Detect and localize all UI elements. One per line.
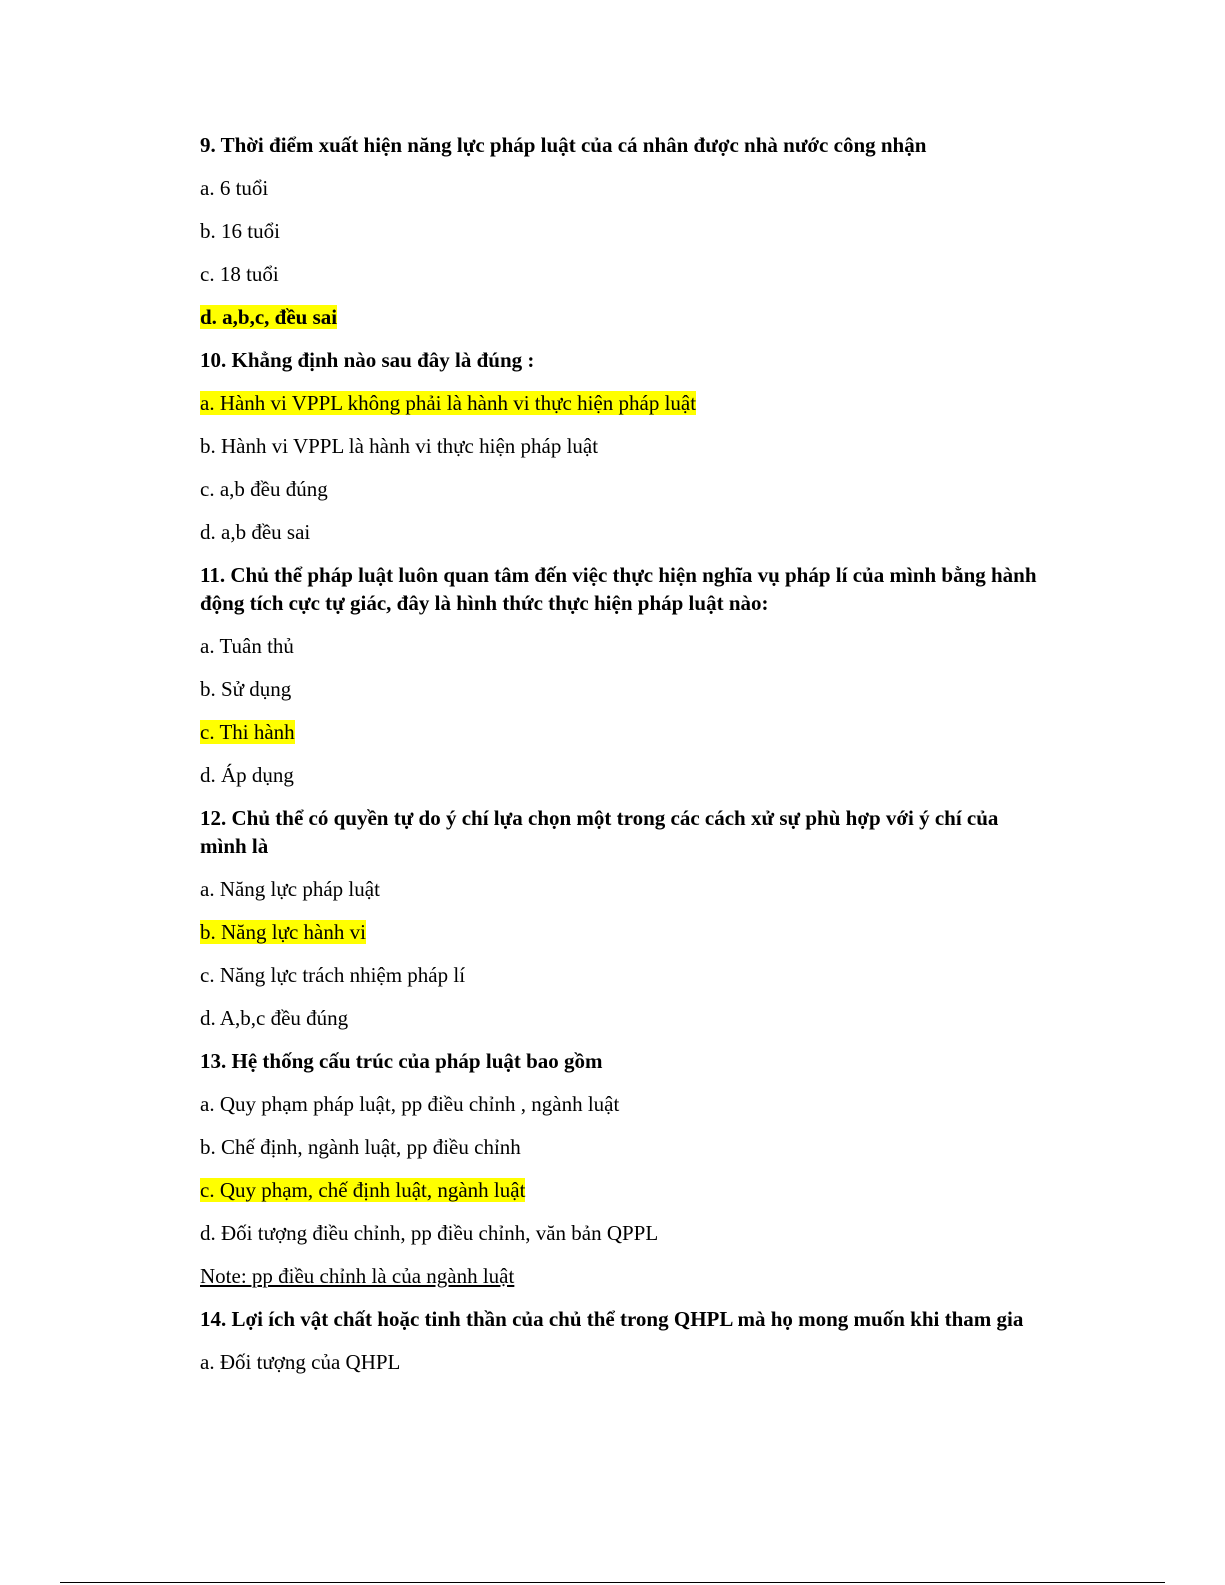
answer-option bbox=[200, 174, 1050, 202]
answer-option bbox=[200, 632, 1050, 660]
page-bottom-divider bbox=[60, 1582, 1165, 1583]
answer-option bbox=[200, 389, 1050, 417]
highlighted-text: a. Hành vi VPPL không phải là hành vi thực hiện pháp luật bbox=[200, 391, 697, 415]
paragraph-text: d. A,b,c đều đúng bbox=[200, 1006, 349, 1030]
answer-option bbox=[200, 217, 1050, 245]
paragraph-text: a. 6 tuổi bbox=[200, 176, 269, 200]
paragraph-text: c. 18 tuổi bbox=[200, 262, 279, 286]
paragraph-text: c. a,b đều đúng bbox=[200, 477, 328, 501]
answer-option bbox=[200, 718, 1050, 746]
document-body bbox=[200, 131, 1050, 1391]
question-heading bbox=[200, 346, 1050, 374]
answer-option bbox=[200, 432, 1050, 460]
paragraph-text: c. Năng lực trách nhiệm pháp lí bbox=[200, 963, 466, 987]
answer-option bbox=[200, 1090, 1050, 1118]
paragraph-text: 14. Lợi ích vật chất hoặc tinh thần của chủ thể trong QHPL mà họ mong muốn khi tham gia bbox=[200, 1307, 1024, 1331]
highlighted-text: d. a,b,c, đều sai bbox=[200, 305, 338, 329]
paragraph-text: d. Đối tượng điều chỉnh, pp điều chỉnh, văn bản QPPL bbox=[200, 1221, 659, 1245]
paragraph-text: b. Chế định, ngành luật, pp điều chỉnh bbox=[200, 1135, 521, 1159]
answer-option bbox=[200, 518, 1050, 546]
question-heading bbox=[200, 561, 1050, 617]
paragraph-text: a. Tuân thủ bbox=[200, 634, 294, 658]
paragraph-text: 13. Hệ thống cấu trúc của pháp luật bao gồm bbox=[200, 1049, 603, 1073]
question-heading bbox=[200, 804, 1050, 860]
question-heading bbox=[200, 1047, 1050, 1075]
paragraph-text: a. Quy phạm pháp luật, pp điều chỉnh , ngành luật bbox=[200, 1092, 620, 1116]
question-heading bbox=[200, 1305, 1050, 1333]
paragraph-text: a. Đối tượng của QHPL bbox=[200, 1350, 401, 1374]
answer-option bbox=[200, 761, 1050, 789]
paragraph-text: d. Áp dụng bbox=[200, 763, 294, 787]
paragraph-text: 9. Thời điểm xuất hiện năng lực pháp luật của cá nhân được nhà nước công nhận bbox=[200, 133, 927, 157]
paragraph-text: b. Sử dụng bbox=[200, 677, 292, 701]
answer-option bbox=[200, 475, 1050, 503]
answer-option bbox=[200, 303, 1050, 331]
answer-option bbox=[200, 961, 1050, 989]
note-text bbox=[200, 1262, 1050, 1290]
answer-option bbox=[200, 875, 1050, 903]
answer-option bbox=[200, 1133, 1050, 1161]
paragraph-text: b. Hành vi VPPL là hành vi thực hiện pháp luật bbox=[200, 434, 599, 458]
answer-option bbox=[200, 260, 1050, 288]
answer-option bbox=[200, 1004, 1050, 1032]
answer-option bbox=[200, 1219, 1050, 1247]
answer-option bbox=[200, 675, 1050, 703]
paragraph-text: a. Năng lực pháp luật bbox=[200, 877, 380, 901]
highlighted-text: c. Quy phạm, chế định luật, ngành luật bbox=[200, 1178, 526, 1202]
paragraph-text: 10. Khẳng định nào sau đây là đúng : bbox=[200, 348, 535, 372]
paragraph-text: 12. Chủ thể có quyền tự do ý chí lựa chọn một trong các cách xử sự phù hợp với ý chí của mình là bbox=[200, 806, 999, 858]
highlighted-text: b. Năng lực hành vi bbox=[200, 920, 366, 944]
paragraph-text: d. a,b đều sai bbox=[200, 520, 311, 544]
highlighted-text: c. Thi hành bbox=[200, 720, 295, 744]
answer-option bbox=[200, 1348, 1050, 1376]
answer-option bbox=[200, 918, 1050, 946]
paragraph-text: 11. Chủ thể pháp luật luôn quan tâm đến việc thực hiện nghĩa vụ pháp lí của mình bằng hành động tích cực tự giác, đây là hình thức thực hiện pháp luật nào: bbox=[200, 563, 1037, 615]
question-heading bbox=[200, 131, 1050, 159]
paragraph-text: Note: pp điều chỉnh là của ngành luật bbox=[200, 1264, 515, 1288]
answer-option bbox=[200, 1176, 1050, 1204]
paragraph-text: b. 16 tuổi bbox=[200, 219, 280, 243]
